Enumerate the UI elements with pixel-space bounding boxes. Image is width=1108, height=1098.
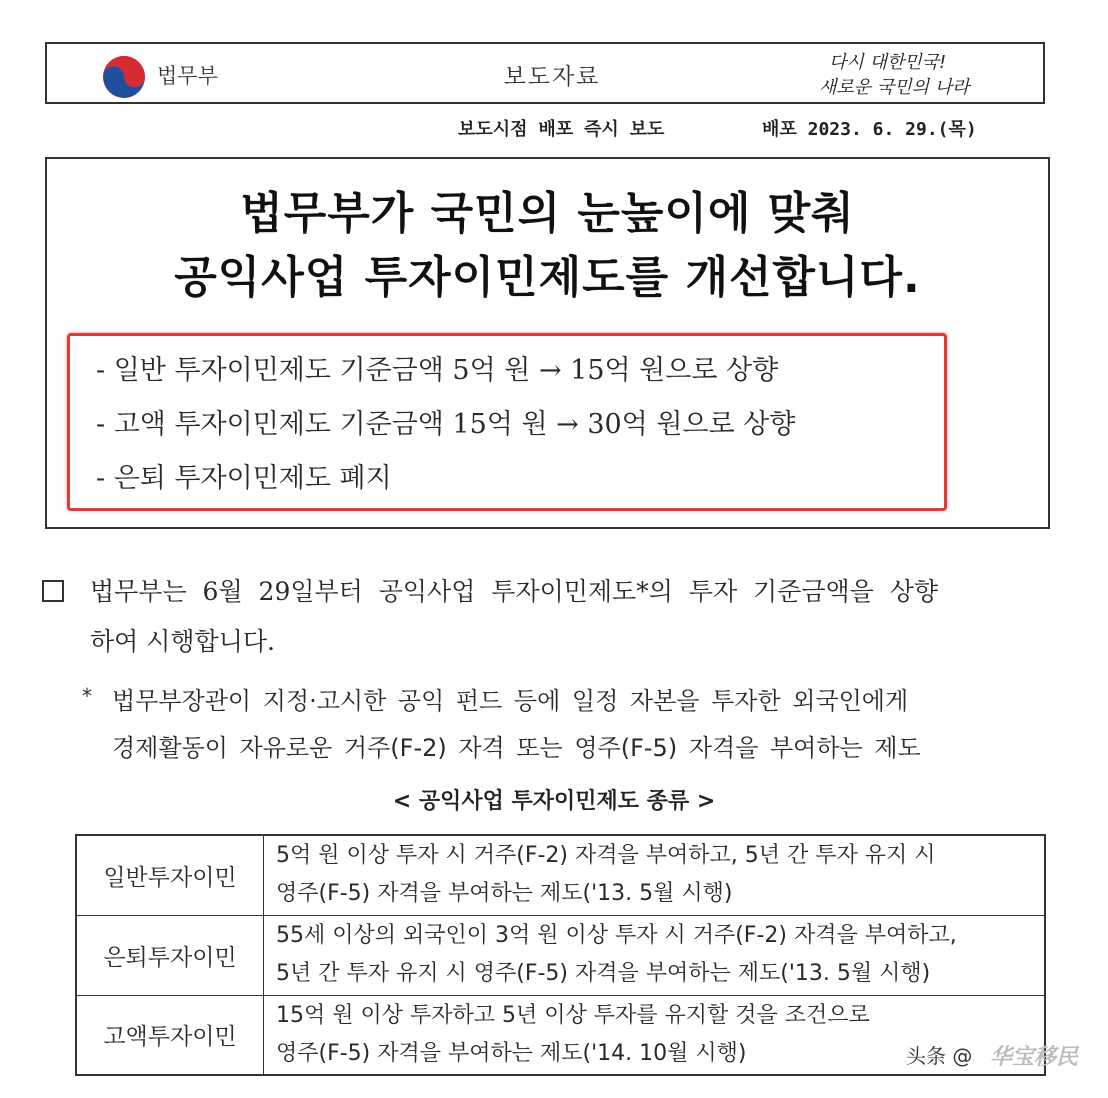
watermark-source: 头条 @ — [906, 1044, 973, 1068]
description-line: 5년 간 투자 유지 시 영주(F-5) 자격을 부여하는 제도('13. 5월 시행) — [276, 961, 931, 986]
headline-line-1: 법무부가 국민의 눈높이에 맞춰 — [240, 188, 855, 239]
slogan-line-1: 다시 대한민국! — [829, 52, 947, 73]
table-caption: < 공익사업 투자이민제도 종류 > — [392, 789, 716, 814]
description-line: 15억 원 이상 투자하고 5년 이상 투자를 유지할 것을 조건으로 — [276, 1002, 870, 1028]
watermark-site: 华宝移民 — [990, 1045, 1079, 1070]
body-paragraph-line-2: 하여 시행합니다. — [90, 627, 275, 656]
description-line: 55세 이상의 외국인이 3억 원 이상 투자 시 거주(F-2) 자격을 부여하고, — [276, 923, 957, 948]
key-point-item: - 고액 투자이민제도 기준금액 15억 원 → 30억 원으로 상향 — [96, 409, 796, 440]
type-cell: 일반투자이민 — [76, 835, 264, 915]
description-line: 영주(F-5) 자격을 부여하는 제도('14. 10월 시행) — [276, 1040, 747, 1066]
description-line: 5억 원 이상 투자 시 거주(F-2) 자격을 부여하고, 5년 간 투자 유지 시 — [276, 843, 936, 869]
empty-square-icon — [42, 580, 64, 602]
footnote-mark: * — [82, 684, 92, 708]
key-points-box — [67, 333, 947, 511]
table-row — [76, 995, 1045, 1075]
release-date: 배포 2023. 6. 29.(목) — [762, 119, 977, 140]
press-release-header — [45, 42, 1045, 104]
headline-line-2: 공익사업 투자이민제도를 개선합니다. — [174, 252, 921, 303]
type-cell: 고액투자이민 — [76, 995, 264, 1075]
investment-immigration-types-table — [75, 834, 1046, 1076]
table-row — [76, 915, 1045, 995]
key-point-item: - 은퇴 투자이민제도 폐지 — [96, 463, 392, 494]
government-slogan — [779, 48, 1041, 102]
ministry-name: 법무부 — [157, 64, 218, 88]
type-cell: 은퇴투자이민 — [76, 915, 264, 995]
footnote-line-2: 경제활동이 자유로운 거주(F-2) 자격 또는 영주(F-5) 자격을 부여하는 제도 — [112, 734, 921, 762]
document-type: 보도자료 — [503, 64, 601, 90]
headline-box — [45, 157, 1050, 529]
slogan-line-2: 새로운 국민의 나라 — [819, 77, 970, 98]
body-paragraph-line-1: 법무부는 6월 29일부터 공익사업 투자이민제도*의 투자 기준금액을 상향 — [90, 577, 939, 606]
key-point-item: - 일반 투자이민제도 기준금액 5억 원 → 15억 원으로 상향 — [96, 355, 779, 386]
release-timing: 보도시점 배포 즉시 보도 — [458, 119, 665, 140]
table-row — [76, 835, 1045, 915]
description-line: 영주(F-5) 자격을 부여하는 제도('13. 5월 시행) — [276, 881, 733, 907]
footnote-line-1: 법무부장관이 지정·고시한 공익 펀드 등에 일정 자본을 투자한 외국인에게 — [112, 687, 909, 715]
description-cell — [264, 835, 1046, 915]
taegeuk-emblem-icon — [101, 54, 147, 100]
description-cell — [264, 915, 1046, 995]
